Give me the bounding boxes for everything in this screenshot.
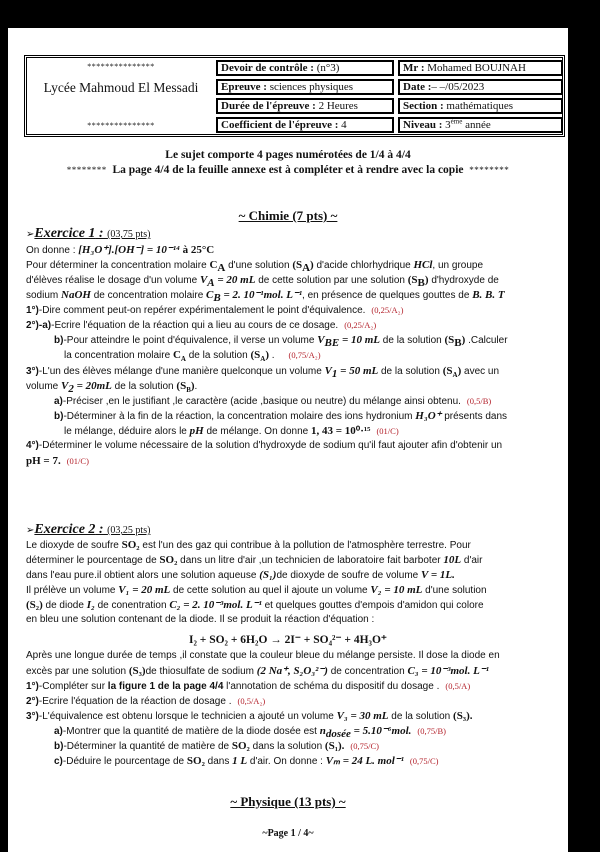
coefficient-cell [216, 117, 394, 133]
math: B. B. T [472, 289, 505, 301]
math: 1 L [232, 755, 248, 767]
score-badge: (0,75/C) [350, 741, 379, 751]
text: de dioxyde de soufre de volume [276, 570, 422, 581]
question-text: de la solution [380, 335, 445, 346]
text: excès par une solution [26, 666, 129, 677]
question-text: -Pour atteindre le point d'équivalence, il verse un volume [63, 335, 318, 346]
paragraph-line: sodium NaOH de concentration molaire $C_B = 2$. 10⁻¹mol. L⁻¹, en présence de quelques gouttes de B. B. T [26, 289, 505, 304]
question-number: 1°) [26, 681, 39, 692]
question-number: 4°) [26, 440, 39, 451]
label: Date : [403, 81, 432, 93]
math: 1, 43 = 10⁰·¹⁵ [311, 425, 371, 437]
annex-notice [8, 164, 568, 176]
paragraph-line [26, 584, 566, 597]
question-number: a) [54, 396, 63, 407]
math: (2 Na⁺, S₂O₃²⁻) [256, 665, 328, 677]
value: 3 [442, 119, 451, 131]
question-text: -Compléter sur [38, 681, 108, 692]
math: = 10 mL [339, 334, 381, 346]
question-text: volume [26, 381, 62, 392]
question-text: -L'un des élèves mélange d'une manière quelconque un volume [38, 366, 325, 377]
question-text: -Dire comment peut-on repérer expérimentalement le point d'équivalence. [38, 305, 366, 316]
text: et quelques gouttes d'empois d'amidon qui colore [261, 600, 484, 611]
math: V₂ = 10 mL [370, 584, 423, 596]
math: SO₂ [231, 740, 250, 752]
question-4 [26, 440, 566, 452]
math: (S [444, 334, 455, 346]
pointer-arrow-icon: ➢ [26, 229, 35, 240]
math: NaOH [61, 289, 91, 301]
paragraph-line [26, 554, 566, 567]
question-text: avec un [461, 366, 500, 377]
value: sciences physiques [266, 81, 354, 93]
question-1 [26, 304, 566, 317]
reaction-equation: I₂ + SO₂ + 6H₂O → 2I⁻ + SO₄²⁻ + 4H₃O⁺ [188, 634, 388, 646]
physique-section-title [8, 794, 568, 810]
text: d'acide chlorhydrique [313, 260, 414, 271]
paragraph-line [26, 539, 566, 552]
text: d'élèves réalise le dosage d'un volume [26, 275, 200, 286]
text: de thiosulfate de sodium [145, 666, 257, 677]
decorative-stars: *************** [87, 62, 155, 71]
math: (S₃) [128, 665, 146, 677]
page-number: ~Page 1 / 4~ [262, 828, 314, 839]
exercice2-heading [26, 522, 150, 538]
text: déterminer le pourcentage de [26, 555, 160, 566]
question-2b-cont: la concentration molaire $C_A$ de la solution $(S_A)$ . (0,75/A₂) [64, 349, 321, 364]
question-text: de la solution [388, 711, 454, 722]
value: (n°3) [313, 62, 340, 74]
math: (S [292, 259, 303, 271]
decorative-stars: ******** [66, 165, 107, 175]
math: V = 1L. [421, 569, 455, 581]
question-2a [26, 319, 566, 332]
text: dans un litre d'air ,un technicien de laboratoire fait barboter [177, 555, 444, 566]
text: de concentration molaire [90, 290, 207, 301]
math: = 5.10⁻⁶mol. [350, 725, 412, 737]
question-text: -Déterminer la quantité de matière de [63, 741, 232, 752]
math: SO₂ [159, 554, 178, 566]
question-3-cont: volume $V_2 = 20mL$ de la solution $(S_B)$. [26, 380, 198, 395]
question-text: . [194, 381, 198, 392]
text: est l'un des gaz qui contribue à la pollution de l'atmosphère terrestre. Pour [139, 540, 471, 551]
pages-notice: Le sujet comporte 4 pages numérotées de 1/4 à 4/4 [165, 149, 411, 161]
text: de cette solution par une solution [255, 275, 408, 286]
math: = 2. 10⁻¹mol. L⁻¹ [220, 289, 303, 301]
math: (S₂) [26, 599, 43, 611]
annex-notice-text: La page 4/4 de la feuille annexe est à compléter et à rendre avec la copie [112, 164, 464, 176]
colon: : [95, 226, 108, 241]
value: 4 [338, 119, 347, 131]
math: C₃ = 10⁻³mol. L⁻¹ [407, 665, 489, 677]
paragraph-line [26, 665, 566, 678]
question-3a [54, 395, 594, 408]
paragraph-line: d'élèves réalise le dosage d'un volume $V_A = 20$ mL de cette solution par une solution $(S_B)$ d'hydroxyde de [26, 274, 499, 289]
math: Vₘ = 24 L. mol⁻¹ [325, 755, 404, 767]
title-text: ~ Physique (13 pts) ~ [230, 794, 346, 809]
question-text: .Calculer [465, 335, 508, 346]
math: V [199, 274, 208, 286]
given-line [26, 244, 566, 257]
question-number: 1°) [26, 305, 39, 316]
score-badge: (01/C) [376, 426, 399, 436]
score-badge: (0,25/A₂) [344, 320, 377, 330]
question-number: 2°) [26, 696, 39, 707]
question-text: -Montrer que la quantité de matière de la diode dosée est [62, 726, 320, 737]
pointer-arrow-icon: ➢ [26, 525, 35, 536]
label: Devoir de contrôle : [221, 62, 314, 74]
exam-page [8, 28, 568, 852]
math: HCl [413, 259, 433, 271]
exercice-points: (03,75 pts) [107, 229, 151, 240]
title-text: ~ Chimie (7 pts) ~ [238, 208, 338, 223]
text: de conentration [94, 600, 170, 611]
math: (S₁) [259, 569, 277, 581]
math: = 20 mL [214, 274, 256, 286]
math: SO₂ [121, 539, 140, 551]
value: – –/05/2023 [431, 81, 485, 93]
label: Durée de l'épreuve : [221, 100, 316, 112]
paragraph-line: Après une longue durée de temps ,il constate que la couleur bleue du mélange persiste. Il dose la diode en [26, 650, 500, 661]
exercice1-heading [26, 226, 150, 242]
text: On donne : [26, 245, 79, 256]
math: n [319, 725, 326, 737]
question-3b [54, 410, 594, 423]
math: V₃ = 30 mL [336, 710, 389, 722]
score-badge: (0,5/B) [466, 396, 492, 406]
math: H₃O⁺ [415, 410, 442, 422]
exercice-label: Exercice 2 [34, 522, 96, 537]
text: d'une solution [422, 585, 487, 596]
question-3: 3°)-L'un des élèves mélange d'une manière quelconque un volume $V_1 = 50$ mL de la solution $(S_A)$ avec un [26, 365, 500, 380]
math: (S₃). [453, 710, 473, 722]
question-2b: b)-Pour atteindre le point d'équivalence, il verse un volume $V_{BE} = 10$ mL de la solution $(S_B)$ .Calculer [54, 334, 508, 349]
decorative-stars: ******** [469, 165, 510, 175]
text: Le dioxyde de soufre [26, 540, 122, 551]
text: d'air [461, 555, 483, 566]
question-text: la concentration molaire [64, 350, 173, 361]
colon: : [95, 522, 108, 537]
question-text: -Déterminer le volume nécessaire de la solution d'hydroxyde de sodium qu'il faut ajouter afin d'obtenir un [38, 440, 503, 451]
paragraph-line: en bleu une solution contenant de la diode. Il se produit la réaction d'équation : [26, 614, 375, 625]
exercice-points: (03,25 pts) [107, 525, 151, 536]
math: V [317, 334, 325, 346]
question-text: de mélange. On donne [203, 426, 312, 437]
score-badge: (0,75/C) [409, 756, 439, 766]
score-badge: (01/C) [66, 456, 89, 466]
math: C [209, 259, 218, 271]
label: Epreuve : [221, 81, 267, 93]
paragraph-line [26, 569, 566, 582]
question-text: dans la solution [249, 741, 325, 752]
text: sodium [26, 290, 62, 301]
question-text: -L'équivalence est obtenu lorsque le technicien a ajouté un volume [38, 711, 337, 722]
duree-cell [216, 98, 394, 114]
school-name: Lycée Mahmoud El Messadi [43, 80, 199, 95]
question-text: dans [204, 756, 233, 767]
text: de concentration [327, 666, 408, 677]
question-3a [54, 725, 594, 740]
question-text: de la solution [185, 350, 251, 361]
value: mathématiques [443, 100, 513, 112]
question-text: le mélange, déduire alors le [64, 426, 190, 437]
text: Pour déterminer la concentration molaire [26, 260, 210, 271]
text: de diode [42, 600, 87, 611]
label: Section : [403, 100, 444, 112]
math: V [324, 365, 332, 377]
text: de cette solution au quel il ajoute un volume [170, 585, 371, 596]
text: dans l'eau pure.il obtient alors une solution aqueuse [26, 570, 260, 581]
math: = 50 mL [337, 365, 379, 377]
question-number: a) [54, 726, 63, 737]
label: Coefficient de l'épreuve : [221, 119, 339, 131]
paragraph-line [26, 599, 566, 612]
section-cell [398, 98, 563, 114]
text: , en présence de quelques gouttes de [302, 290, 473, 301]
superscript: ème [450, 117, 463, 126]
exercice-label: Exercice 1 [34, 226, 96, 241]
question-text: -Déterminer à la fin de la réaction, la concentration molaire des ions hydronium [63, 411, 416, 422]
question-text: présents dans [441, 411, 508, 422]
question-text: -Ecrire l'équation de la réaction de dosage . [38, 696, 232, 707]
math: (S₁). [324, 740, 345, 752]
value: 2 Heures [315, 100, 358, 112]
math: I₂ [86, 599, 95, 611]
question-3b-cont [64, 425, 600, 438]
question-1 [26, 680, 566, 693]
devoir-cell [216, 60, 394, 76]
question-text: l'annotation de schéma du dispositif du dosage . [223, 681, 440, 692]
teacher-cell [398, 60, 563, 76]
math: V₁ = 20 mL [118, 584, 171, 596]
question-text: de la solution [111, 381, 177, 392]
question-number: b) [54, 411, 64, 422]
text: Il prélève un volume [26, 585, 119, 596]
text: , un groupe [432, 260, 484, 271]
question-text: -Préciser ,en le justifiant ,le caractère (acide ,basique ou neutre) du mélange ainsi obtenu. [62, 396, 461, 407]
value: Mohamed BOUJNAH [424, 62, 526, 74]
question-3b [54, 740, 594, 753]
math: = 20mL [73, 380, 112, 392]
math: V [61, 380, 69, 392]
niveau-cell [398, 117, 563, 133]
paragraph-line: Pour déterminer la concentration molaire $C_A$ d'une solution $(S_A)$ d'acide chlorhydrique HCl, un groupe [26, 259, 484, 274]
question-text: -Déduire le pourcentage de [62, 756, 187, 767]
math: (S [407, 274, 418, 286]
question-2 [26, 695, 566, 708]
math: à 25°C [179, 244, 215, 256]
text: d'hydroxyde de [428, 275, 499, 286]
math: C₂ = 2. 10⁻³mol. L⁻¹ [169, 599, 262, 611]
question-text: -Ecrire l'équation de la réaction qui a lieu au cours de ce dosage. [51, 320, 339, 331]
label: Mr : [403, 62, 425, 74]
question-text: . [268, 350, 275, 361]
question-number: 3°) [26, 366, 39, 377]
school-block [27, 58, 215, 134]
math-subscript: dosée [325, 728, 351, 740]
date-cell [398, 79, 563, 95]
header-table [24, 55, 565, 137]
question-text: de la solution [378, 366, 443, 377]
question-3 [26, 710, 566, 723]
epreuve-cell [216, 79, 394, 95]
figure-reference: la figure 1 de la page 4/4 [107, 681, 224, 692]
score-badge: (0,5/A) [445, 681, 471, 691]
question-number: b) [54, 335, 64, 346]
question-number: 3°) [26, 711, 39, 722]
math: pH [189, 425, 204, 437]
question-number: b) [54, 741, 64, 752]
score-badge: (0,75/A₂) [288, 350, 321, 360]
text: d'une solution [225, 260, 293, 271]
score-badge: (0,25/A₂) [371, 305, 404, 315]
question-number: c) [54, 756, 63, 767]
math: pH = 7. [26, 455, 61, 467]
label: Niveau : [403, 119, 443, 131]
value: année [462, 119, 491, 131]
question-number: 2°)-a) [26, 320, 52, 331]
question-text: d'air. On donne : [247, 756, 326, 767]
math: C [206, 289, 214, 301]
score-badge: (0,5/A₂) [237, 696, 266, 706]
chimie-section-title [8, 208, 568, 224]
math: 10L [443, 554, 462, 566]
score-badge: (0,75/B) [417, 726, 446, 736]
math: [H₃O⁺].[OH⁻] = 10⁻¹⁴ [78, 244, 180, 256]
math: SO₂ [186, 755, 205, 767]
question-3c [54, 755, 594, 768]
decorative-stars: *************** [87, 121, 155, 130]
question-4-cont [26, 455, 566, 468]
